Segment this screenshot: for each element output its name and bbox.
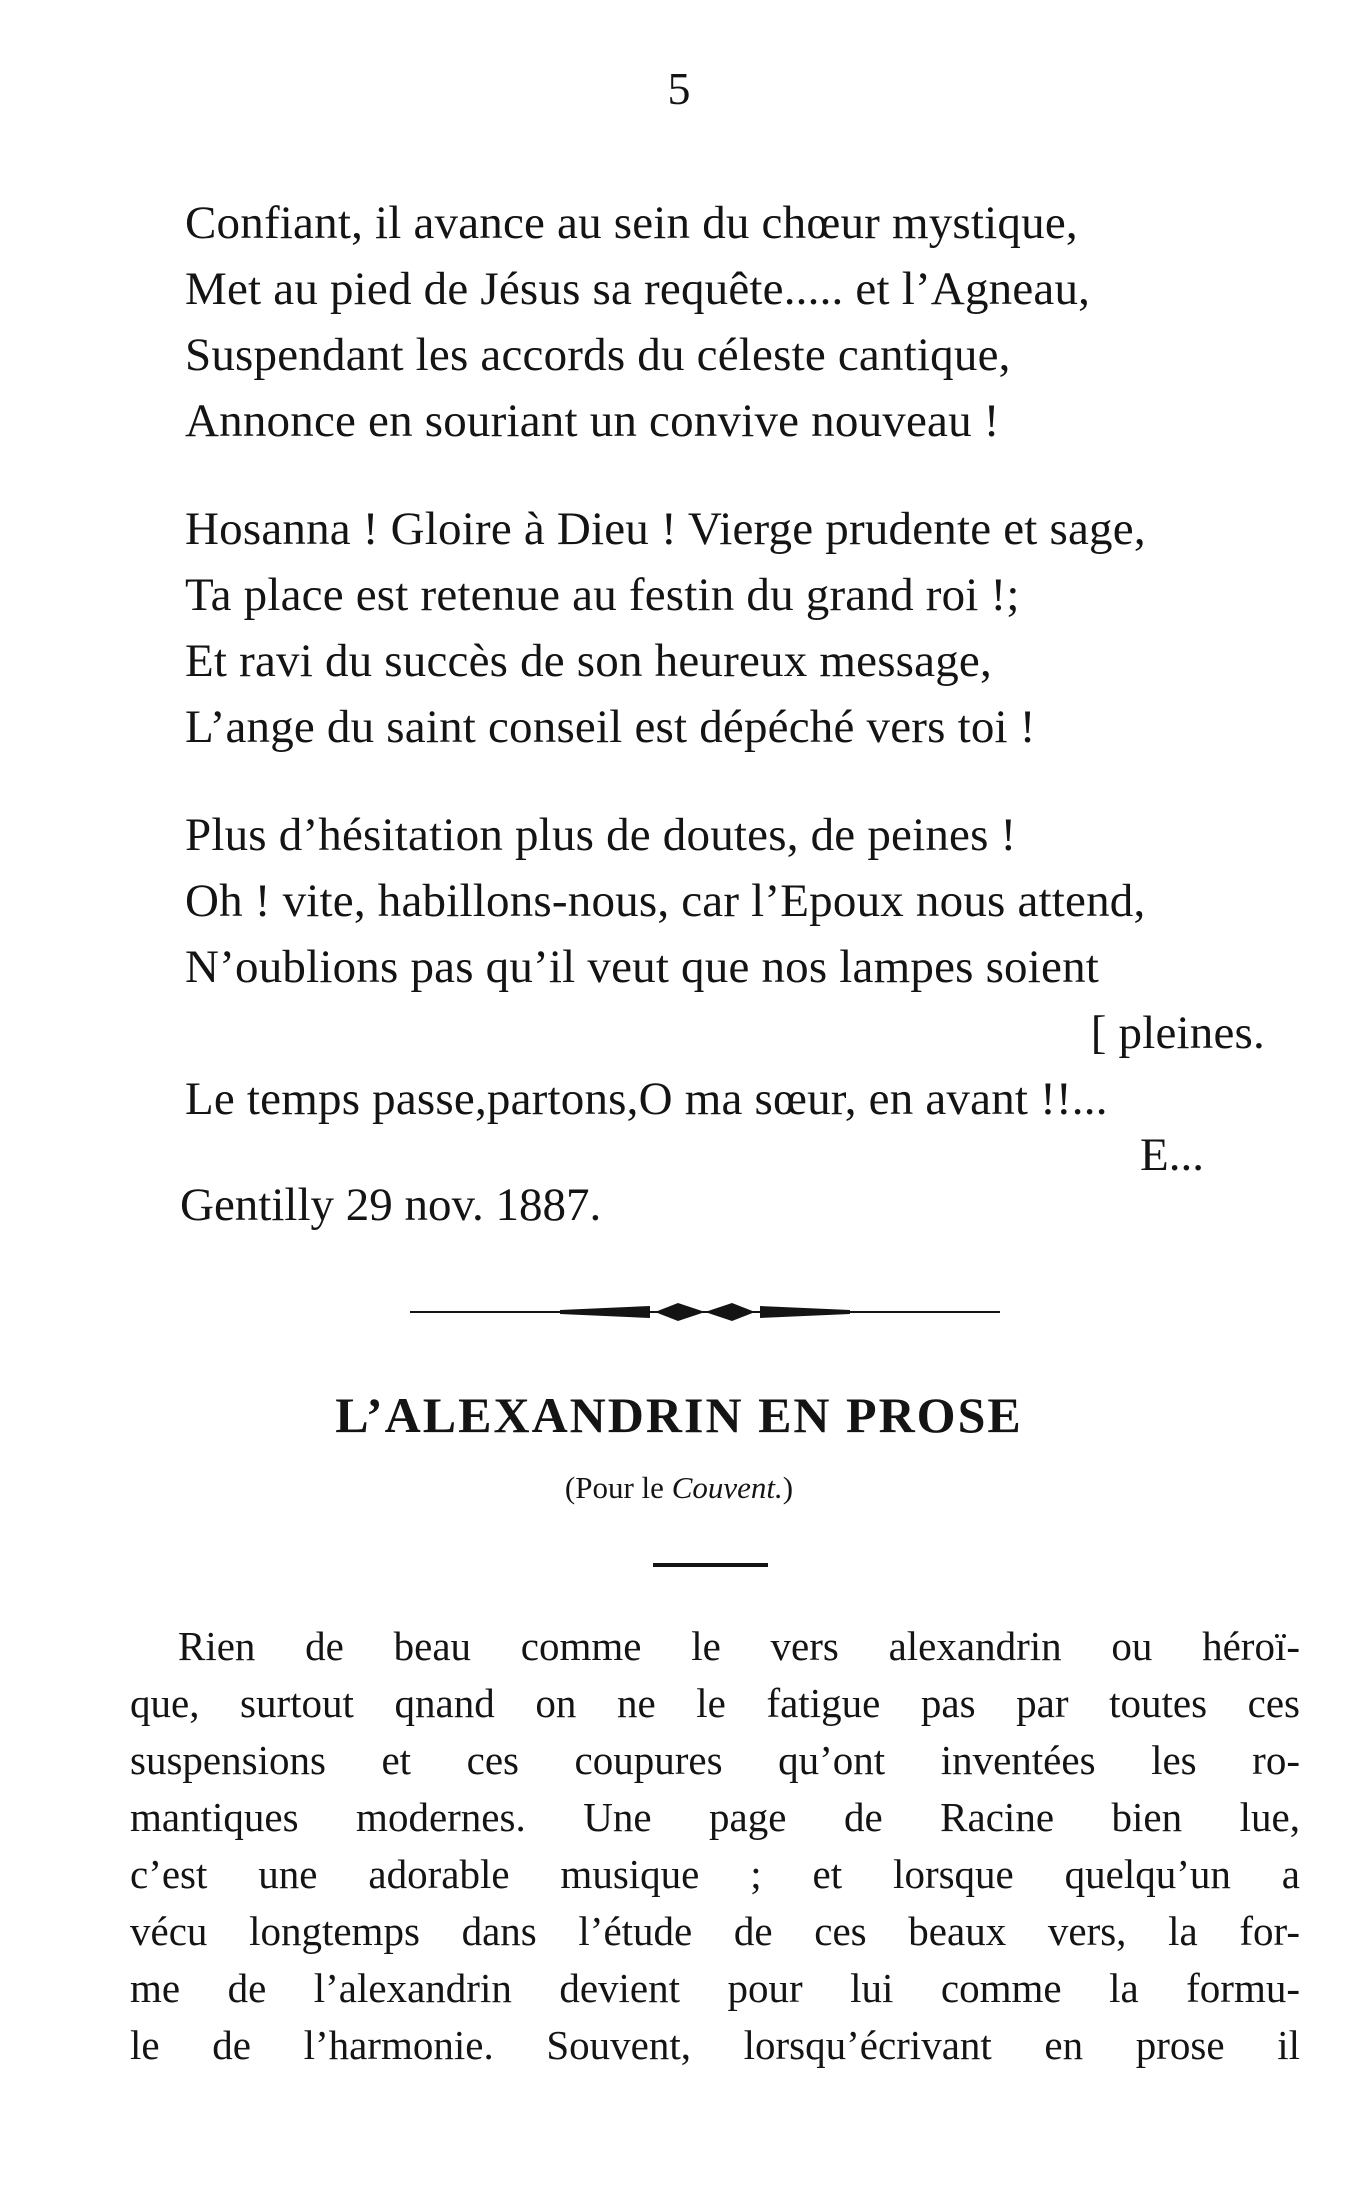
prose-line: me de l’alexandrin devient pour lui comme la formu- xyxy=(130,1965,1300,2011)
page-number: 5 xyxy=(667,63,691,114)
verse-line: Annonce en souriant un convive nouveau ! xyxy=(185,395,1000,447)
prose-line: c’est une adorable musique ; et lorsque quelqu’un a xyxy=(130,1851,1300,1897)
prose-line: mantiques modernes. Une page de Racine bien lue, xyxy=(130,1794,1300,1840)
verse-line: Oh ! vite, habillons-nous, car l’Epoux nous attend, xyxy=(185,875,1146,927)
prose-paragraph xyxy=(130,1618,1300,2074)
stanza-2 xyxy=(185,496,1295,760)
section-title: L’ALEXANDRIN EN PROSE xyxy=(335,1387,1023,1443)
subtitle-suffix: ) xyxy=(782,1470,794,1505)
verse-line-continuation: [ pleines. xyxy=(1090,1007,1265,1059)
subtitle-italic: Couvent. xyxy=(671,1470,783,1505)
prose-line: que, surtout qnand on ne le fatigue pas par toutes ces xyxy=(130,1680,1300,1726)
prose-line: Rien de beau comme le vers alexandrin ou héroï- xyxy=(178,1623,1300,1669)
section-subtitle xyxy=(0,1472,1358,1503)
verse-line: Et ravi du succès de son heureux message, xyxy=(185,635,992,687)
poem xyxy=(185,190,1295,1132)
verse-line: L’ange du saint conseil est dépéché vers toi ! xyxy=(185,701,1036,753)
subtitle-prefix: (Pour le xyxy=(564,1470,672,1505)
verse-line: Met au pied de Jésus sa requête..... et l’Agneau, xyxy=(185,263,1091,315)
stanza-1 xyxy=(185,190,1295,454)
verse-line: Confiant, il avance au sein du chœur mystique, xyxy=(185,197,1078,249)
verse-line: Suspendant les accords du céleste cantique, xyxy=(185,329,1011,381)
verse-line: Le temps passe,partons,O ma sœur, en avant !!... xyxy=(185,1073,1108,1125)
verse-line: N’oublions pas qu’il veut que nos lampes soient xyxy=(185,941,1100,993)
verse-line: Plus d’hésitation plus de doutes, de peines ! xyxy=(185,809,1017,861)
prose-line: suspensions et ces coupures qu’ont inventées les ro- xyxy=(130,1737,1300,1783)
verse-line: Hosanna ! Gloire à Dieu ! Vierge prudente et sage, xyxy=(185,503,1146,555)
divider-ornament xyxy=(410,1300,1000,1324)
stanza-3 xyxy=(185,802,1295,1132)
short-rule xyxy=(653,1563,768,1567)
place-date: Gentilly 29 nov. 1887. xyxy=(180,1179,602,1231)
poem-signature: E... xyxy=(1140,1129,1204,1181)
prose-line: vécu longtemps dans l’étude de ces beaux vers, la for- xyxy=(130,1908,1300,1954)
prose-line: le de l’harmonie. Souvent, lorsqu’écrivant en prose il xyxy=(130,2022,1300,2068)
verse-line: Ta place est retenue au festin du grand roi !; xyxy=(185,569,1020,621)
